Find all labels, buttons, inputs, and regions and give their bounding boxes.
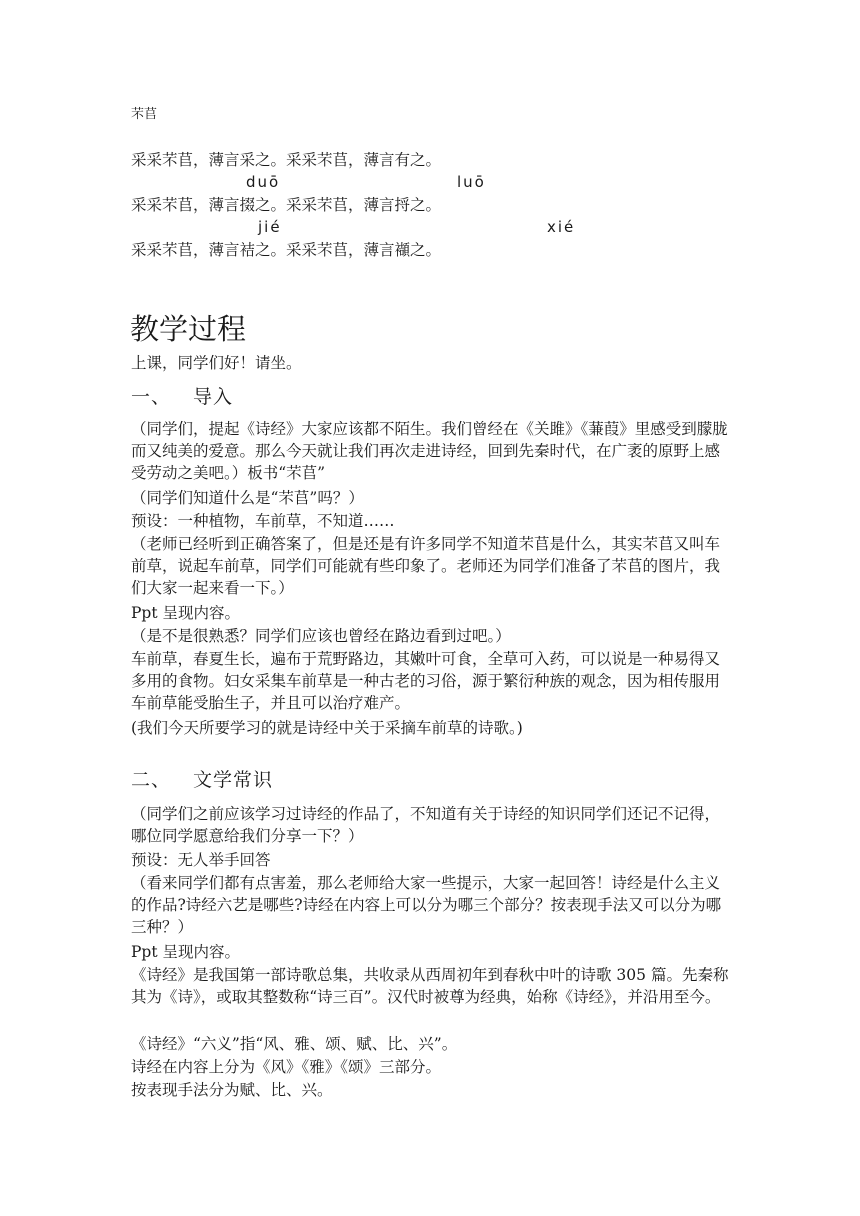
section-1-paragraph-4: （老师已经听到正确答案了，但是还是有许多同学不知道芣苢是什么，其实芣苢又叫车前草，说起车前草，同学们可能就有些印象了。老师还为同学们准备了芣苢的图片，我们大家一起来看一下。） <box>131 535 721 597</box>
section-1-number: 一、 <box>131 386 172 408</box>
section-2-title: 文学常识 <box>193 769 274 791</box>
section-1-paragraph-5: Ppt 呈现内容。 <box>131 604 241 622</box>
section-1-paragraph-3: 预设：一种植物，车前草，不知道…… <box>131 512 395 530</box>
section-2-paragraph-2: 预设：无人举手回答 <box>131 851 271 869</box>
section-1-paragraph-1: （同学们，提起《诗经》大家应该都不陌生。我们曾经在《关雎》《蒹葭》里感受到朦胧而又纯美的爱意。那么今天就让我们再次走进诗经，回到先秦时代，在广袤的原野上感受劳动之美吧。）板书“芣苢” <box>131 420 728 482</box>
section-1-heading <box>131 384 233 410</box>
section-2-paragraph-4: Ppt 呈现内容。 <box>131 943 241 961</box>
pinyin-jie: jié <box>258 218 282 236</box>
section-2-paragraph-7: 诗经在内容上分为《风》《雅》《颂》三部分。 <box>131 1058 442 1076</box>
poem-line-3: 采采芣苢，薄言袺之。采采芣苢，薄言襭之。 <box>131 241 442 259</box>
pinyin-luo: luō <box>457 173 486 191</box>
section-2-paragraph-1: （同学们之前应该学习过诗经的作品了，不知道有关于诗经的知识同学们还记不记得，哪位同学愿意给我们分享一下？） <box>131 805 721 845</box>
pinyin-xie: xié <box>547 218 576 236</box>
poem-line-2: 采采芣苢，薄言掇之。采采芣苢，薄言捋之。 <box>131 196 442 214</box>
section-2-heading <box>131 767 273 793</box>
section-1-paragraph-8: (我们今天所要学习的就是诗经中关于采摘车前草的诗歌。) <box>131 719 523 737</box>
section-1-paragraph-6: （是不是很熟悉？同学们应该也曾经在路边看到过吧。） <box>131 627 511 645</box>
pinyin-duo: duō <box>246 173 281 191</box>
section-heading: 教学过程 <box>130 312 247 346</box>
section-1-title: 导入 <box>193 386 234 408</box>
greeting-text: 上课，同学们好！请坐。 <box>131 354 302 372</box>
section-1-paragraph-2: （同学们知道什么是“芣苢”吗？） <box>131 489 364 507</box>
poem-line-1: 采采芣苢，薄言采之。采采芣苢，薄言有之。 <box>131 151 442 169</box>
section-1-paragraph-7: 车前草，春夏生长，遍布于荒野路边，其嫩叶可食，全草可入药，可以说是一种易得又多用的食物。妇女采集车前草是一种古老的习俗，源于繁衍种族的观念，因为相传服用车前草能受胎生子，并且可以治疗难产。 <box>131 650 721 712</box>
section-2-paragraph-6: 《诗经》“六义”指“风、雅、颂、赋、比、兴”。 <box>131 1035 458 1053</box>
section-2-number: 二、 <box>131 769 172 791</box>
section-2-paragraph-5: 《诗经》是我国第一部诗歌总集，共收录从西周初年到春秋中叶的诗歌 305 篇。先秦称其为《诗》，或取其整数称“诗三百”。汉代时被尊为经典，始称《诗经》，并沿用至今。 <box>131 966 729 1006</box>
section-2-paragraph-8: 按表现手法分为赋、比、兴。 <box>131 1081 333 1099</box>
section-2-paragraph-3: （看来同学们都有点害羞，那么老师给大家一些提示，大家一起回答！诗经是什么主义的作品?诗经六艺是哪些?诗经在内容上可以分为哪三个部分？按表现手法又可以分为哪三种？） <box>131 874 722 936</box>
poem-title: 芣苢 <box>131 107 158 122</box>
